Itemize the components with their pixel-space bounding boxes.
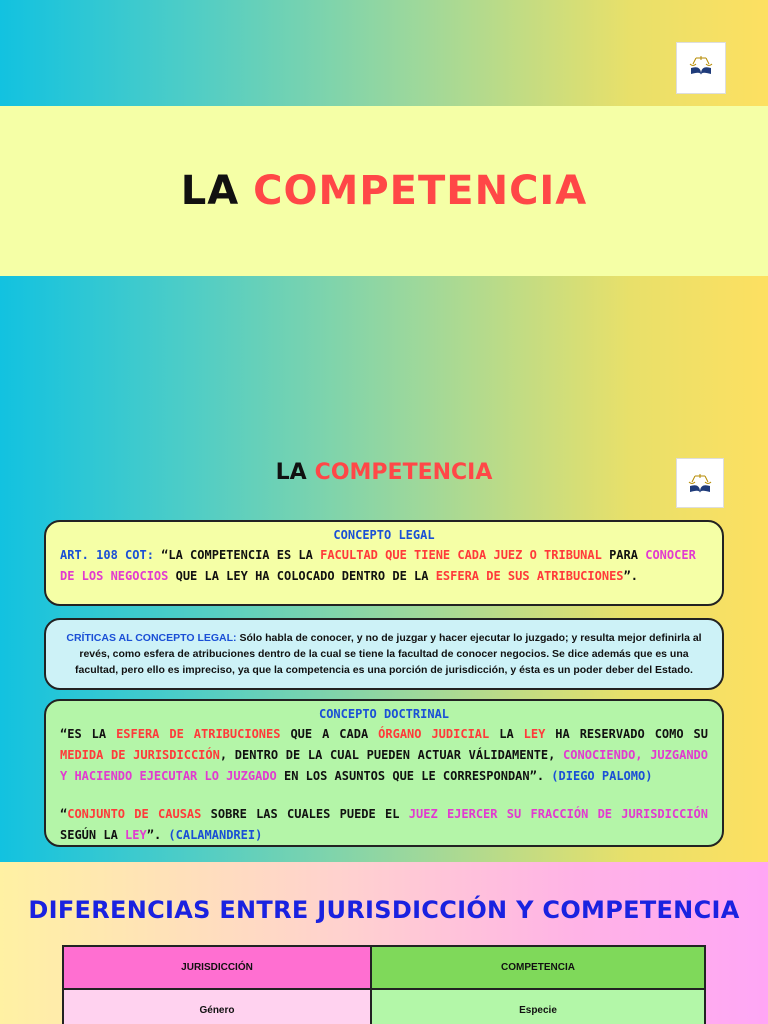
criticas-text: CRÍTICAS AL CONCEPTO LEGAL: Sólo habla de conocer, y no de juzgar y hacer ejecutar lo juzgado; y resulta mejor definirla al revés, como esfera de atribuciones dentro de la cual se tiene la facultad de conocer negocios. Se dice además que es una facultad, pero ello es impreciso, ya que la competencia es una porción de jurisdicción, y ésta es un poder deber del Estado. (66, 632, 702, 676)
concepto-legal-box (44, 520, 724, 606)
criticas-box (44, 618, 724, 690)
table-header-competencia: COMPETENCIA (371, 946, 705, 989)
doctrinal-paragraph-calamandrei: “CONJUNTO DE CAUSAS SOBRE LAS CUALES PUEDE EL JUEZ EJERCER SU FRACCIÓN DE JURISDICCIÓN SEGÚN LA LEY”. (CALAMANDREI) (60, 807, 709, 842)
table-cell: Especie (371, 989, 705, 1024)
table-row (63, 989, 705, 1024)
title-word-la: LA (180, 168, 240, 214)
title-word-competencia: COMPETENCIA (253, 168, 588, 214)
law-book-logo-icon (676, 458, 724, 508)
table-cell: Género (63, 989, 371, 1024)
doctrinal-paragraph-palomo: “ES LA ESFERA DE ATRIBUCIONES QUE A CADA ÓRGANO JUDICIAL LA LEY HA RESERVADO COMO SU MEDIDA DE JURISDICCIÓN, DENTRO DE LA CUAL PUEDEN ACTUAR VÁLIDAMENTE, CONOCIENDO, JUZGANDO Y HACIENDO EJECUTAR LO JUZGADO EN LOS ASUNTOS QUE LE CORRESPONDAN”. (DIEGO PALOMO) (60, 727, 708, 783)
concepto-doctrinal-box (44, 699, 724, 847)
slide-2-title-la: LA (275, 460, 307, 485)
slide-1-title (0, 106, 768, 276)
slide-2-title-competencia: COMPETENCIA (314, 460, 493, 485)
concepto-legal-text: ART. 108 COT: “LA COMPETENCIA ES LA FACULTAD QUE TIENE CADA JUEZ O TRIBUNAL PARA CONOCER DE LOS NEGOCIOS QUE LA LEY HA COLOCADO DENTRO DE LA ESFERA DE SUS ATRIBUCIONES”. (60, 548, 696, 583)
criticas-label: CRÍTICAS AL CONCEPTO LEGAL: (66, 632, 237, 644)
table-header-jurisdiccion: JURISDICCIÓN (63, 946, 371, 989)
law-book-logo-icon (676, 42, 726, 94)
concepto-doctrinal-heading: CONCEPTO DOCTRINAL (318, 707, 450, 721)
slide-2-title (0, 460, 768, 485)
concepto-legal-heading: CONCEPTO LEGAL (333, 528, 435, 542)
table-header-row (63, 946, 705, 989)
slide-3-title: DIFERENCIAS ENTRE JURISDICCIÓN Y COMPETENCIA (28, 896, 740, 924)
differences-table (62, 945, 706, 1024)
